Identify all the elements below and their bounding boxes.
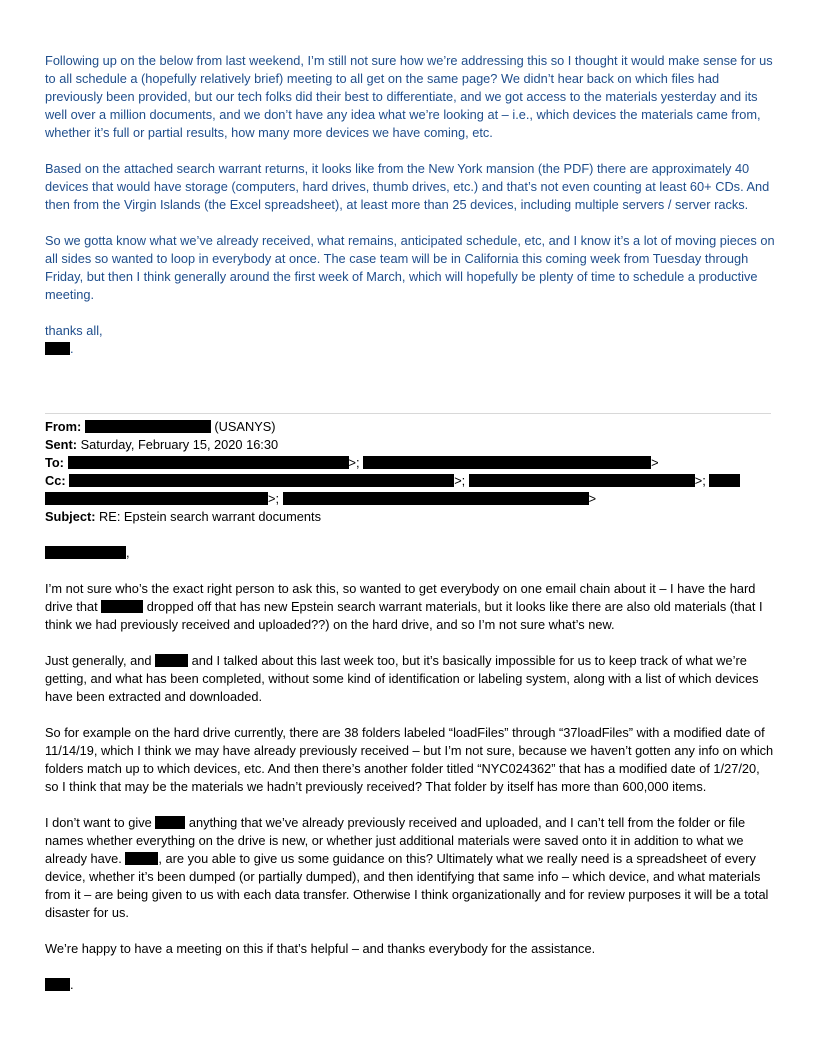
reply-signature: . [45,340,775,358]
header-from [45,418,775,436]
redaction-block [45,492,268,505]
reply-paragraph-2: Based on the attached search warrant returns, it looks like from the New York mansion (the PDF) there are approximately 40 devices that would have storage (computers, hard drives, thumb drives, etc.) and that’s not even counting at least 60+ CDs. And then from the Virgin Islands (the Excel spreadsheet), at least more than 25 devices, including multiple servers / server racks. [45,161,770,212]
redaction-block [363,456,651,469]
original-paragraph-3: So for example on the hard drive currently, there are 38 folders labeled “loadFiles” through “37loadFiles” with a modified date of 11/14/19, which I think we may have already previously received – but I’m not sure, because we haven’t gotten any info on which folders match up to which devices, etc. And then there’s another folder titled “NYC024362” that has a modified date of 1/27/20, so I think that may be the materials we hadn’t previously received? That folder by itself has more than 600,000 items. [45,725,774,794]
reply-signoff: thanks all, [45,323,103,338]
redaction-block [155,816,185,829]
sent-value: Saturday, February 15, 2020 16:30 [80,437,279,452]
header-subject [45,508,775,526]
redaction-block [45,342,70,355]
redaction-block [125,852,158,865]
original-paragraph-4: I don’t want to give anything that we’ve already previously received and uploaded, and I can’t tell from the folder or file names whether everything on the drive is new, or whether just additional materials were saved onto it in addition to what we already have. , are you able to give us some guidance on this? Ultimately what we really need is a spreadsheet of every device, whether it’s been dumped (or partially dumped), and then identifying that same info – which device, and what materials from it – are being given to us with each data transfer. Otherwise I think organizationally and for review purposes it will be a total disaster for us. [45,815,769,920]
redaction-block [469,474,695,487]
redaction-block [68,456,349,469]
sent-label: Sent: [45,437,77,452]
redaction-block [85,420,211,433]
from-label: From: [45,419,82,434]
original-paragraph-2: Just generally, and and I talked about this last week too, but it’s basically impossible for us to keep track of what we’re getting, and what has been completed, without some kind of identification or labeling system, along with a list of which devices have been extracted and downloaded. [45,653,759,704]
header-divider [45,413,771,414]
redaction-block [709,474,740,487]
subject-value: RE: Epstein search warrant documents [99,509,321,524]
cc-label: Cc: [45,473,66,488]
reply-paragraph-3: So we gotta know what we’ve already received, what remains, anticipated schedule, etc, and I know it’s a lot of moving pieces on all sides so wanted to loop in everybody at once. The case team will be in California this coming week from Tuesday through Friday, but then I think generally around the first week of March, which will hopefully be plenty of time to schedule a productive meeting. [45,233,775,302]
header-cc-continued: >; > [45,490,775,508]
redaction-block [45,978,70,991]
reply-paragraph-1: Following up on the below from last weekend, I’m still not sure how we’re addressing this so I thought it would make sense for us to all schedule a (hopefully relatively brief) meeting to all get on the same page? We didn’t hear back on which files had previously been provided, but our tech folks did their best to differentiate, and we got access to the materials yesterday and its well over a million documents, and we don’t have any idea what we’re looking at – i.e., which devices the materials came from, whether it’s full or partial results, how many more devices we have coming, etc. [45,53,773,140]
redaction-block [155,654,188,667]
original-paragraph-1: I’m not sure who’s the exact right person to ask this, so wanted to get everybody on one email chain about it – I have the hard drive that dropped off that has new Epstein search warrant materials, but it looks like there are also old materials (that I think we had previously received and uploaded??) on the hard drive, and so I’m not sure what’s new. [45,581,763,632]
redaction-block [69,474,454,487]
redaction-block [283,492,589,505]
original-greeting: , [45,544,775,562]
header-to: To: >; > [45,455,659,470]
redaction-block [101,600,143,613]
reply-body [45,52,775,358]
original-signature: . [45,976,775,994]
original-paragraph-5: We’re happy to have a meeting on this if that’s helpful – and thanks everybody for the assistance. [45,941,596,956]
redaction-block [45,546,126,559]
subject-label: Subject: [45,509,96,524]
original-body [45,580,775,994]
header-cc: Cc: >; >; [45,472,775,490]
from-org: (USANYS) [214,419,276,434]
header-sent [45,436,775,454]
to-label: To: [45,455,64,470]
